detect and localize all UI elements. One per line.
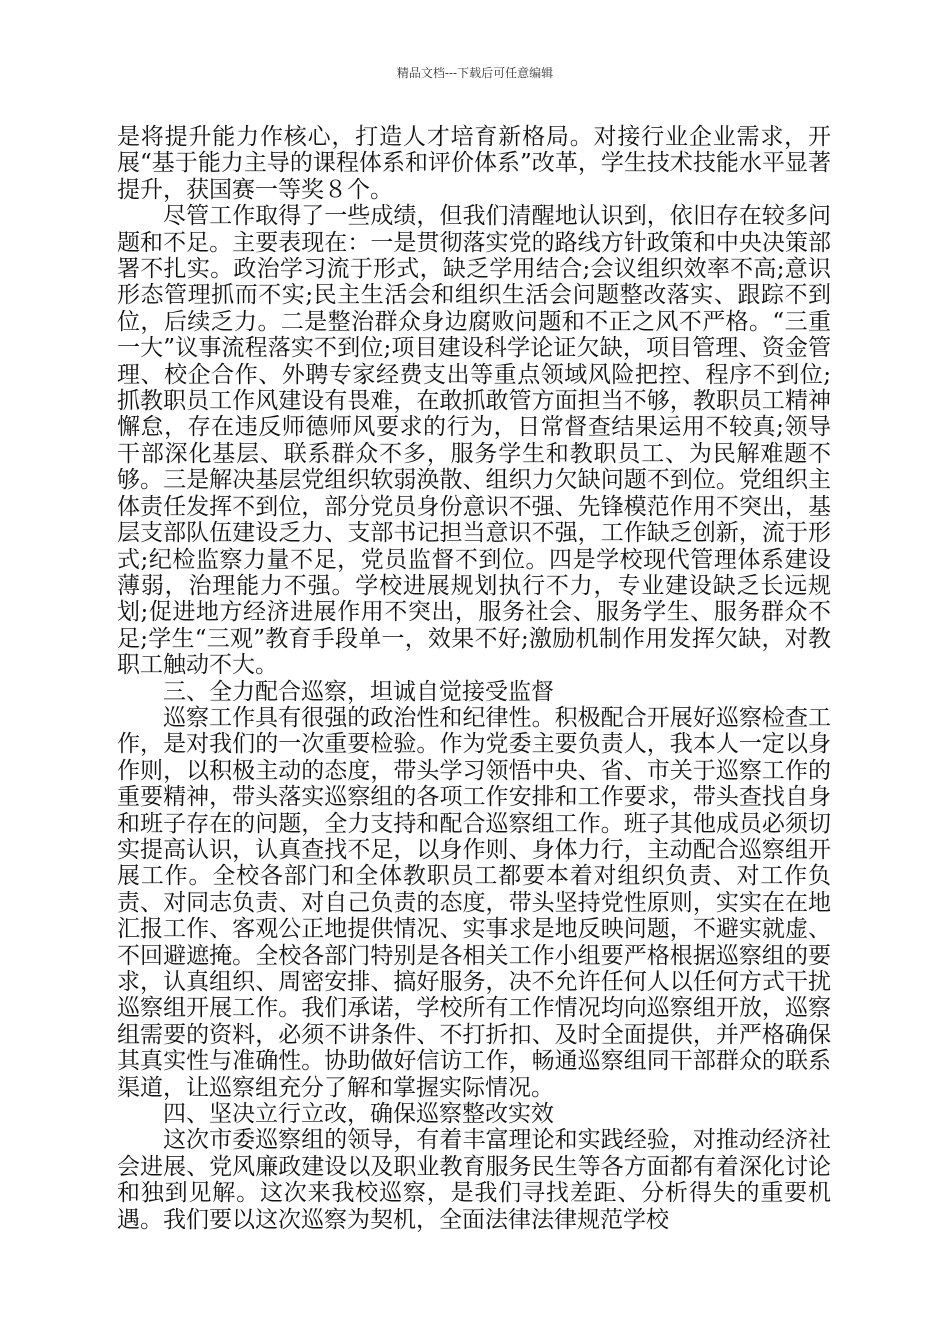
section-heading-three: 三、全力配合巡察，坦诚自觉接受监督 xyxy=(163,678,554,705)
section-heading-four: 四、坚决立行立改，确保巡察整改实效 xyxy=(163,1101,554,1128)
paragraph-rectification: 这次市委巡察组的领导，有着丰富理论和实践经验，对推动经济社会进展、党风廉政建设以及职业教育服务民生等各方面都有着深化讨论和独到见解。这次来我校巡察，是我们寻找差距、分析得失的重要机遇。我们要以这次巡察为契机，全面法律法律规范学校 xyxy=(117,1127,831,1233)
paragraph-continuation: 是将提升能力作核心，打造人才培育新格局。对接行业企业需求，开展“基于能力主导的课程体系和评价体系”改革，学生技术技能水平显著提升，获国赛一等奖８个。 xyxy=(117,124,831,203)
document-body xyxy=(117,124,831,1233)
page-header: 精品文档---下载后可任意编辑 xyxy=(396,66,554,80)
paragraph-problems: 尽管工作取得了一些成绩，但我们清醒地认识到，依旧存在较多问题和不足。主要表现在：一是贯彻落实党的路线方针政策和中央决策部署不扎实。政治学习流于形式，缺乏学用结合;会议组织效率不高;意识形态管理抓而不实;民主生活会和组织生活会问题整改落实、跟踪不到位，后续乏力。二是整治群众身边腐败问题和不正之风不严格。“三重一大”议事流程落实不到位;项目建设科学论证欠缺，项目管理、资金管理、校企合作、外聘专家经费支出等重点领域风险把控、程序不到位;抓教职员工作风建设有畏难，在敢抓敢管方面担当不够，教职员工精神懈怠，存在违反师德师风要求的行为，日常督查结果运用不较真;领导干部深化基层、联系群众不多，服务学生和教职员工、为民解难题不够。三是解决基层党组织软弱涣散、组织力欠缺问题不到位。党组织主体责任发挥不到位，部分党员身份意识不强、先锋模范作用不突出，基层支部队伍建设乏力、支部书记担当意识不强，工作缺乏创新，流于形式;纪检监察力量不足，党员监督不到位。四是学校现代管理体系建设薄弱，治理能力不强。学校进展规划执行不力，专业建设缺乏长远规划;促进地方经济进展作用不突出，服务社会、服务学生、服务群众不足;学生“三观”教育手段单一，效果不好;激励机制作用发挥欠缺，对教职工触动不大。 xyxy=(117,203,831,679)
paragraph-inspection: 巡察工作具有很强的政治性和纪律性。积极配合开展好巡察检查工作，是对我们的一次重要检验。作为党委主要负责人，我本人一定以身作则，以积极主动的态度，带头学习领悟中央、省、市关于巡察工作的重要精神，带头落实巡察组的各项工作安排和工作要求，带头查找自身和班子存在的问题，全力支持和配合巡察组工作。班子其他成员必须切实提高认识，认真查找不足，以身作则、身体力行，主动配合巡察组开展工作。全校各部门和全体教职员工都要本着对组织负责、对工作负责、对同志负责、对自己负责的态度，带头坚持党性原则，实实在在地汇报工作、客观公正地提供情况、实事求是地反映问题，不避实就虚、不回避遮掩。全校各部门特别是各相关工作小组要严格根据巡察组的要求，认真组织、周密安排、搞好服务，决不允许任何人以任何方式干扰巡察组开展工作。我们承诺，学校所有工作情况均向巡察组开放，巡察组需要的资料，必须不讲条件、不打折扣、及时全面提供，并严格确保其真实性与准确性。协助做好信访工作，畅通巡察组同干部群众的联系渠道，让巡察组充分了解和掌握实际情况。 xyxy=(117,704,831,1101)
